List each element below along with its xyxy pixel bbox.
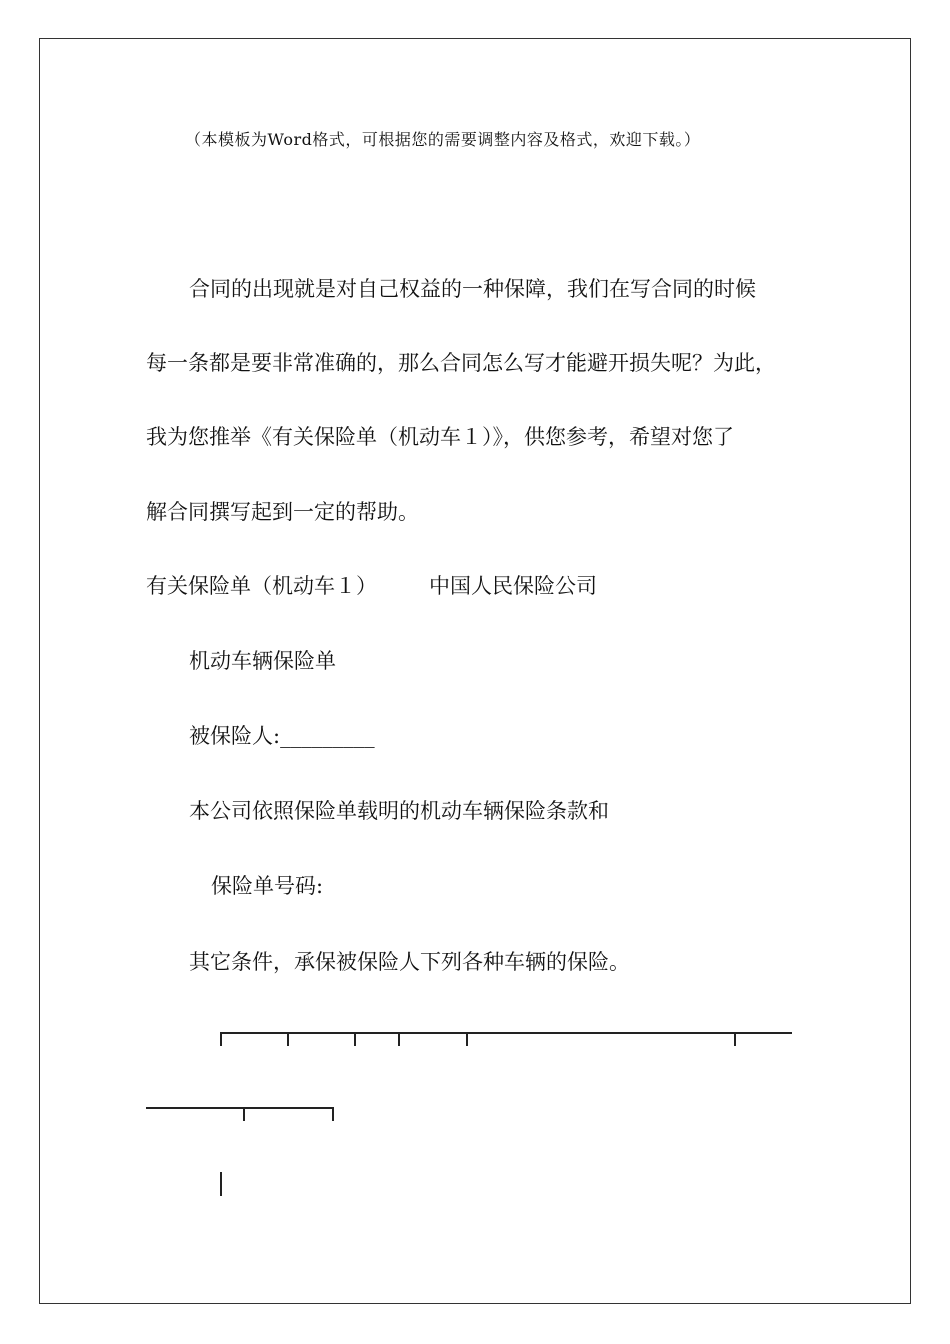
other-conditions-line: 其它条件，承保被保险人下列各种车辆的保险。 xyxy=(189,950,630,974)
policy-title: 机动车辆保险单 xyxy=(189,649,336,673)
policy-number-label: 保险单号码: xyxy=(211,874,324,898)
clause-line: 本公司依照保险单载明的机动车辆保险条款和 xyxy=(189,799,609,823)
intro-line-2: 每一条都是要非常准确的，那么合同怎么写才能避开损失呢？为此， xyxy=(146,351,776,375)
intro-line-3: 我为您推举《有关保险单（机动车１）》，供您参考，希望对您了 xyxy=(146,425,734,449)
insured-label: 被保险人:_________ xyxy=(189,724,375,748)
company-name: 中国人民保险公司 xyxy=(429,574,597,598)
table-border-continuation xyxy=(146,1107,336,1125)
document-title: 有关保险单（机动车１） xyxy=(146,574,377,598)
intro-line-1: 合同的出现就是对自己权益的一种保障，我们在写合同的时候 xyxy=(189,277,756,301)
table-left-border xyxy=(220,1172,222,1196)
template-note: （本模板为Word格式，可根据您的需要调整内容及格式，欢迎下载。） xyxy=(185,130,701,149)
table-top-border xyxy=(220,1032,792,1050)
intro-line-4: 解合同撰写起到一定的帮助。 xyxy=(146,500,419,524)
